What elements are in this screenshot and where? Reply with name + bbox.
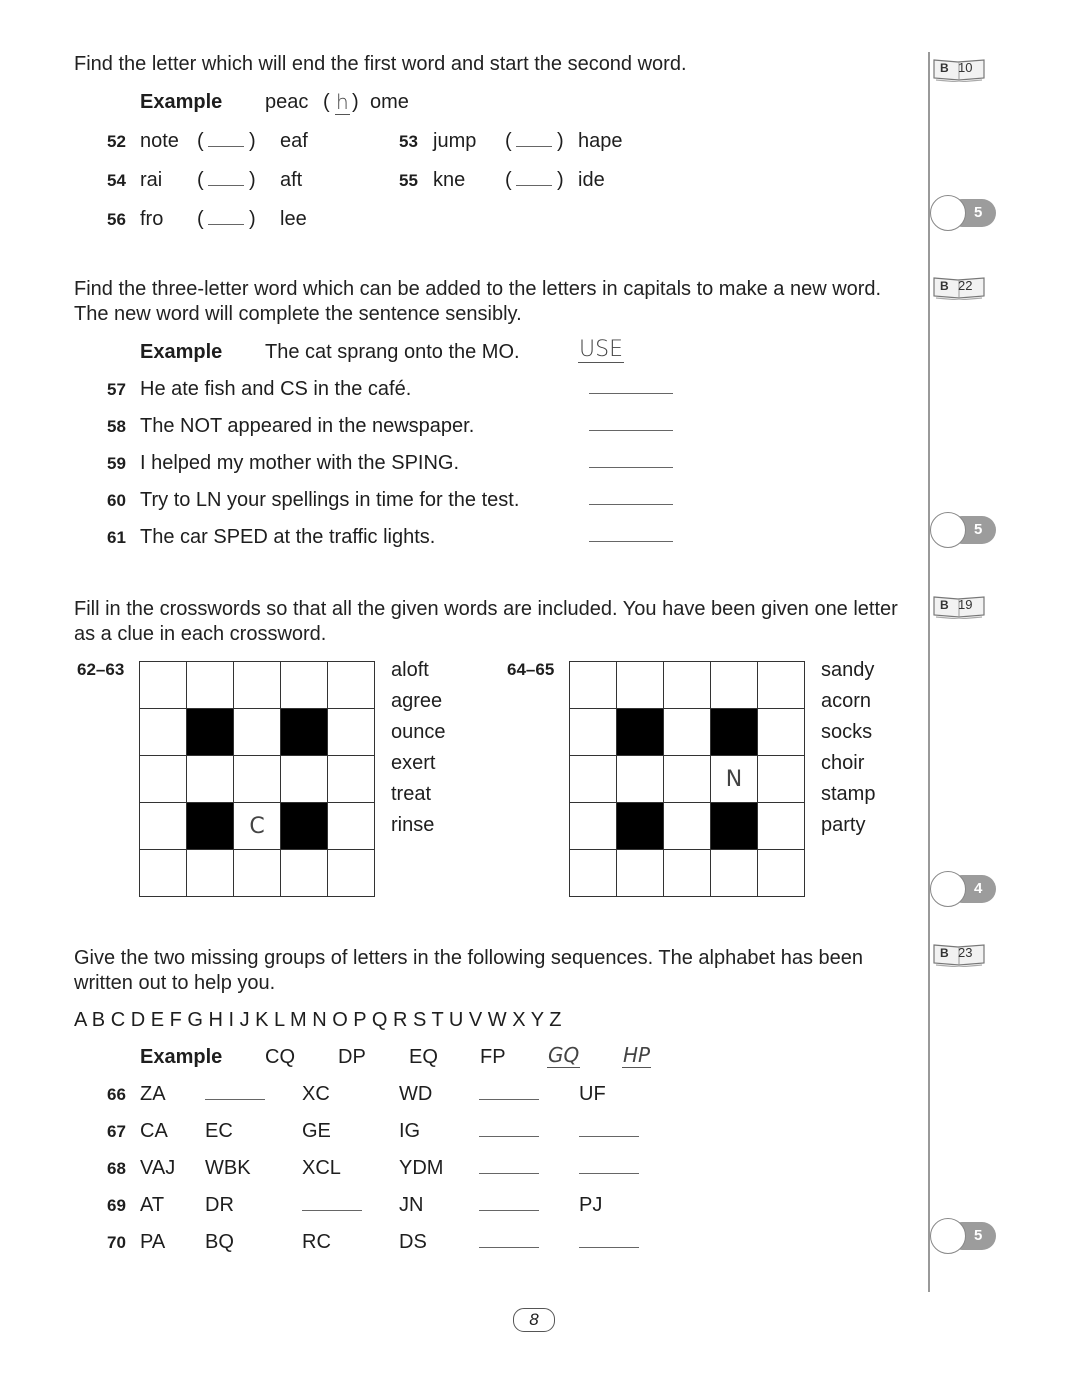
- ref-number: 22: [958, 278, 973, 293]
- crossword-cell[interactable]: [234, 756, 281, 803]
- sequence-group: AT: [140, 1194, 165, 1216]
- score-total: 5: [974, 521, 983, 538]
- sequence-group: DS: [399, 1231, 427, 1253]
- answer-blank[interactable]: [589, 393, 673, 394]
- sequence-group: XCL: [302, 1157, 341, 1179]
- book-ref-b22: [932, 274, 988, 304]
- word-list-item: socks: [821, 721, 873, 743]
- crossword-black-cell: [711, 803, 758, 850]
- crossword-cell[interactable]: [140, 662, 187, 709]
- sentence: I helped my mother with the SPING.: [140, 452, 460, 474]
- question-number: 56: [107, 210, 126, 229]
- example-answer: GQ: [548, 1043, 580, 1067]
- sequence-group: BQ: [205, 1231, 234, 1253]
- crossword-cell[interactable]: [140, 803, 187, 850]
- score-total: 5: [974, 1227, 983, 1244]
- crossword-black-cell: [617, 709, 664, 756]
- alphabet-line: A B C D E F G H I J K L M N O P Q R S T U V W X Y Z: [74, 1009, 562, 1031]
- sequence-group: CA: [140, 1120, 168, 1142]
- crossword-cell[interactable]: [140, 709, 187, 756]
- example-group: CQ: [265, 1046, 295, 1068]
- crossword-cell[interactable]: [187, 662, 234, 709]
- paren-close: ): [557, 169, 564, 191]
- sequence-group: EC: [205, 1120, 233, 1142]
- crossword-black-cell: [281, 709, 328, 756]
- paren-open: (: [197, 208, 204, 230]
- crossword-cell[interactable]: [617, 756, 664, 803]
- example-label: Example: [140, 341, 223, 363]
- example-group: EQ: [409, 1046, 438, 1068]
- word-first: fro: [140, 208, 164, 230]
- instruction-s3: Fill in the crosswords so that all the given words are included. You have been given one letter as a clue in each crossword.: [74, 598, 898, 645]
- crossword-cell[interactable]: [328, 803, 375, 850]
- word-list-item: treat: [391, 783, 432, 805]
- sentence: He ate fish and CS in the café.: [140, 378, 412, 400]
- answer-blank[interactable]: [205, 1099, 265, 1100]
- sequence-group: JN: [399, 1194, 424, 1216]
- question-number: 53: [399, 132, 418, 151]
- crossword-cell[interactable]: [711, 850, 758, 897]
- instruction-s4: Give the two missing groups of letters in the following sequences. The alphabet has been written out to help you.: [74, 947, 863, 994]
- paren-close: ): [557, 130, 564, 152]
- question-number: 58: [107, 417, 126, 436]
- paren-close: ): [249, 169, 256, 191]
- word-list-item: party: [821, 814, 866, 836]
- crossword-clue-cell[interactable]: [711, 756, 758, 803]
- sequence-group: PJ: [579, 1194, 603, 1216]
- crossword-cell[interactable]: [758, 662, 805, 709]
- sequence-group: YDM: [399, 1157, 444, 1179]
- word-second: eaf: [280, 130, 308, 152]
- example-close-paren: ): [352, 91, 359, 113]
- instruction-s1: Find the letter which will end the first word and start the second word.: [74, 53, 687, 75]
- answer-blank[interactable]: [589, 504, 673, 505]
- question-number: 61: [107, 528, 126, 547]
- word-first: rai: [140, 169, 163, 191]
- paren-open: (: [197, 130, 204, 152]
- crossword-cell[interactable]: [570, 756, 617, 803]
- answer-blank[interactable]: [516, 146, 552, 147]
- crossword-cell[interactable]: [570, 803, 617, 850]
- crossword-cell[interactable]: [758, 756, 805, 803]
- ref-letter: B: [940, 946, 949, 960]
- ref-number: 19: [958, 597, 973, 612]
- crossword-grid-2: [569, 661, 805, 897]
- crossword-cell[interactable]: [664, 803, 711, 850]
- word-second: hape: [578, 130, 623, 152]
- book-ref-b23: [932, 941, 988, 971]
- example-label: Example: [140, 91, 223, 113]
- crossword-cell[interactable]: [664, 662, 711, 709]
- question-number: 55: [399, 171, 418, 190]
- crossword-grid-1: [139, 661, 375, 897]
- sentence: Try to LN your spellings in time for the test.: [140, 489, 520, 511]
- crossword-cell[interactable]: [234, 662, 281, 709]
- answer-blank[interactable]: [479, 1099, 539, 1100]
- paren-open: (: [505, 130, 512, 152]
- ref-number: 23: [958, 945, 973, 960]
- crossword-cell[interactable]: [570, 709, 617, 756]
- score-box: [930, 1218, 1000, 1254]
- sequence-group: ZA: [140, 1083, 166, 1105]
- crossword-cell[interactable]: [570, 662, 617, 709]
- example-label: Example: [140, 1046, 223, 1068]
- example-second: ome: [370, 91, 409, 113]
- sequence-group: IG: [399, 1120, 421, 1142]
- crossword-cell[interactable]: [758, 850, 805, 897]
- crossword-cell[interactable]: [187, 850, 234, 897]
- sequence-group: UF: [579, 1083, 606, 1105]
- score-total: 4: [974, 880, 983, 897]
- sentence: The NOT appeared in the newspaper.: [140, 415, 475, 437]
- crossword-cell[interactable]: [664, 709, 711, 756]
- answer-blank[interactable]: [589, 430, 673, 431]
- question-number: 64–65: [507, 660, 555, 679]
- example-answer: h: [336, 90, 349, 114]
- margin-rule: [928, 52, 930, 1292]
- crossword-cell[interactable]: [281, 756, 328, 803]
- score-box: [930, 195, 1000, 231]
- crossword-cell[interactable]: [234, 709, 281, 756]
- sequence-group: XC: [302, 1083, 330, 1105]
- paren-close: ): [249, 208, 256, 230]
- score-input-circle[interactable]: [930, 1218, 966, 1254]
- paren-open: (: [197, 169, 204, 191]
- answer-blank[interactable]: [479, 1136, 539, 1137]
- question-number: 54: [107, 171, 126, 190]
- crossword-cell[interactable]: [328, 850, 375, 897]
- crossword-cell[interactable]: [328, 662, 375, 709]
- word-list-item: stamp: [821, 783, 876, 805]
- word-second: lee: [280, 208, 307, 230]
- crossword-cell[interactable]: [617, 662, 664, 709]
- word-first: kne: [433, 169, 466, 191]
- crossword-black-cell: [711, 709, 758, 756]
- example-first: peac: [265, 91, 309, 113]
- word-list-item: choir: [821, 752, 865, 774]
- crossword-cell[interactable]: [281, 850, 328, 897]
- score-box: [930, 512, 1000, 548]
- question-number: 57: [107, 380, 126, 399]
- question-number: 66: [107, 1085, 126, 1104]
- score-input-circle[interactable]: [930, 195, 966, 231]
- score-input-circle[interactable]: [930, 871, 966, 907]
- question-number: 70: [107, 1233, 126, 1252]
- crossword-black-cell: [187, 803, 234, 850]
- crossword-clue-letter: N: [725, 766, 743, 792]
- example-group: DP: [338, 1046, 366, 1068]
- crossword-cell[interactable]: [234, 850, 281, 897]
- crossword-cell[interactable]: [140, 850, 187, 897]
- question-number: 59: [107, 454, 126, 473]
- question-number: 52: [107, 132, 126, 151]
- crossword-cell[interactable]: [711, 662, 758, 709]
- crossword-cell[interactable]: [328, 756, 375, 803]
- question-number: 68: [107, 1159, 126, 1178]
- page-number: 8: [513, 1308, 555, 1332]
- sequence-group: GE: [302, 1120, 331, 1142]
- crossword-black-cell: [281, 803, 328, 850]
- sequence-group: PA: [140, 1231, 166, 1253]
- crossword-cell[interactable]: [328, 709, 375, 756]
- sequence-group: VAJ: [140, 1157, 176, 1179]
- instruction-s2: Find the three-letter word which can be added to the letters in capitals to make a new word. The new word will complete the sentence sensibly.: [74, 278, 882, 325]
- crossword-clue-cell[interactable]: [234, 803, 281, 850]
- answer-blank[interactable]: [208, 224, 244, 225]
- score-total: 5: [974, 204, 983, 221]
- answer-blank[interactable]: [208, 185, 244, 186]
- word-list-item: aloft: [391, 659, 429, 681]
- ref-number: 10: [958, 60, 973, 75]
- word-list-item: exert: [391, 752, 436, 774]
- question-number: 69: [107, 1196, 126, 1215]
- question-number: 60: [107, 491, 126, 510]
- word-list-item: ounce: [391, 721, 446, 743]
- paren-open: (: [505, 169, 512, 191]
- question-number: 62–63: [77, 660, 125, 679]
- example-sentence: The cat sprang onto the MO.: [265, 341, 520, 363]
- answer-blank[interactable]: [302, 1210, 362, 1211]
- sequence-group: RC: [302, 1231, 331, 1253]
- ref-letter: B: [940, 61, 949, 75]
- crossword-cell[interactable]: [281, 662, 328, 709]
- answer-blank[interactable]: [579, 1136, 639, 1137]
- score-input-circle[interactable]: [930, 512, 966, 548]
- paren-close: ): [249, 130, 256, 152]
- crossword-cell[interactable]: [664, 850, 711, 897]
- word-second: aft: [280, 169, 303, 191]
- crossword-cell[interactable]: [140, 756, 187, 803]
- sequence-group: WD: [399, 1083, 433, 1105]
- crossword-cell[interactable]: [758, 803, 805, 850]
- book-ref-b19: [932, 593, 988, 623]
- example-open-paren: (: [323, 91, 330, 113]
- word-first: jump: [433, 130, 477, 152]
- crossword-cell[interactable]: [617, 850, 664, 897]
- answer-blank[interactable]: [579, 1173, 639, 1174]
- crossword-black-cell: [617, 803, 664, 850]
- crossword-cell[interactable]: [664, 756, 711, 803]
- answer-blank[interactable]: [479, 1173, 539, 1174]
- crossword-cell[interactable]: [570, 850, 617, 897]
- word-first: note: [140, 130, 179, 152]
- ref-letter: B: [940, 598, 949, 612]
- book-ref-b10: [932, 56, 988, 86]
- word-list-item: rinse: [391, 814, 435, 836]
- answer-blank[interactable]: [579, 1247, 639, 1248]
- word-list-item: agree: [391, 690, 443, 712]
- crossword-cell[interactable]: [187, 756, 234, 803]
- answer-blank[interactable]: [479, 1210, 539, 1211]
- example-answer: HP: [623, 1043, 651, 1067]
- ref-letter: B: [940, 279, 949, 293]
- crossword-black-cell: [187, 709, 234, 756]
- word-second: ide: [578, 169, 605, 191]
- sequence-group: WBK: [205, 1157, 251, 1179]
- answer-blank[interactable]: [208, 146, 244, 147]
- crossword-clue-letter: C: [249, 813, 265, 839]
- answer-blank[interactable]: [589, 467, 673, 468]
- answer-blank[interactable]: [589, 541, 673, 542]
- sequence-group: DR: [205, 1194, 234, 1216]
- example-group: FP: [480, 1046, 506, 1068]
- answer-blank[interactable]: [516, 185, 552, 186]
- word-list-item: sandy: [821, 659, 875, 681]
- score-box: [930, 871, 1000, 907]
- word-list-item: acorn: [821, 690, 872, 712]
- answer-blank[interactable]: [479, 1247, 539, 1248]
- sentence: The car SPED at the traffic lights.: [140, 526, 436, 548]
- question-number: 67: [107, 1122, 126, 1141]
- example-answer: USE: [579, 337, 623, 362]
- crossword-cell[interactable]: [758, 709, 805, 756]
